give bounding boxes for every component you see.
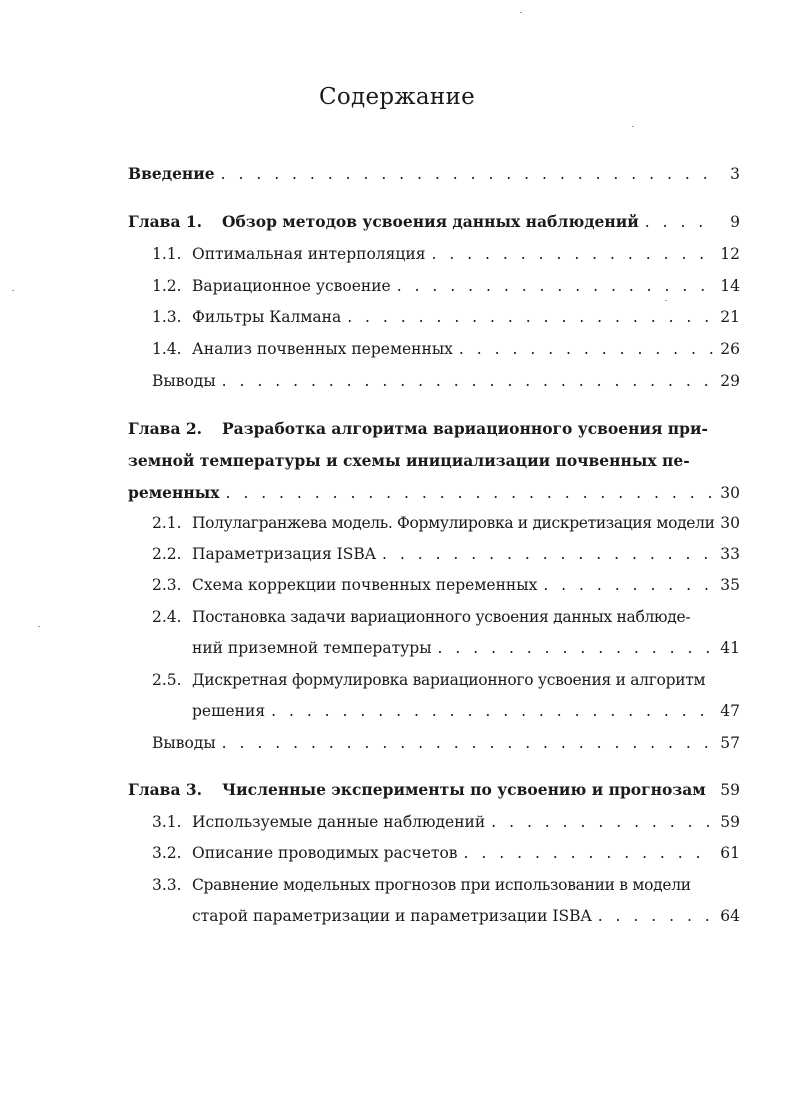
toc-entry-conclusion[interactable] bbox=[152, 731, 740, 755]
page-title: Содержание bbox=[318, 84, 476, 110]
dot-leader bbox=[432, 242, 715, 266]
toc-label: Схема коррекции почвенных переменных bbox=[192, 576, 538, 594]
dot-leader bbox=[221, 162, 714, 186]
toc-entry-section-end[interactable] bbox=[192, 699, 740, 723]
toc-label: Вариационное усвоение bbox=[192, 277, 391, 295]
scan-speck bbox=[38, 626, 40, 627]
toc-label: Выводы bbox=[152, 372, 216, 390]
toc-label: Введение bbox=[128, 164, 215, 183]
toc-label: старой параметризации и параметризации ISBA bbox=[192, 907, 592, 925]
toc-label: Постановка задачи вариационного усвоения данных наблюде- bbox=[192, 608, 691, 626]
scan-speck bbox=[665, 300, 667, 301]
scan-speck bbox=[632, 126, 634, 127]
toc-page-number: 9 bbox=[730, 213, 740, 231]
toc-label: Дискретная формулировка вариационного усвоения и алгоритм bbox=[192, 671, 706, 689]
section-number: 3.1. bbox=[152, 813, 182, 831]
dot-leader bbox=[438, 636, 714, 660]
toc-entry-section[interactable] bbox=[152, 873, 740, 897]
dot-leader bbox=[491, 810, 714, 834]
toc-page-number: 57 bbox=[720, 734, 740, 752]
dot-leader bbox=[543, 573, 714, 597]
toc-label: Численные эксперименты по усвоению и прогнозам bbox=[222, 780, 706, 799]
chapter-number: Глава 2. bbox=[128, 419, 203, 438]
toc-page-number: 21 bbox=[720, 308, 740, 326]
toc-page-number: 26 bbox=[720, 340, 740, 358]
toc-entry-section[interactable] bbox=[152, 810, 740, 834]
dot-leader bbox=[645, 210, 714, 234]
toc-entry-chapter-1[interactable] bbox=[128, 210, 740, 234]
toc-page-number: 35 bbox=[720, 576, 740, 594]
dot-leader bbox=[464, 841, 714, 865]
toc-page-number: 30 bbox=[720, 484, 740, 502]
dot-leader bbox=[382, 542, 714, 566]
section-number: 1.4. bbox=[152, 340, 182, 358]
toc-entry-chapter-2[interactable] bbox=[128, 417, 740, 441]
section-number: 2.2. bbox=[152, 545, 182, 563]
toc-entry-section[interactable] bbox=[152, 841, 740, 865]
toc-entry-introduction[interactable] bbox=[128, 162, 740, 186]
toc-label: Разработка алгоритма вариационного усвоения при- bbox=[222, 419, 708, 438]
toc-entry-section[interactable] bbox=[152, 337, 740, 361]
section-number: 2.4. bbox=[152, 608, 182, 626]
chapter-number: Глава 3. bbox=[128, 780, 203, 799]
toc-entry-section-end[interactable] bbox=[192, 636, 740, 660]
toc-page-number: 33 bbox=[720, 545, 740, 563]
toc-page-number: 41 bbox=[720, 639, 740, 657]
dot-leader bbox=[598, 904, 714, 928]
toc-entry-section[interactable] bbox=[152, 668, 740, 692]
toc-label: Фильтры Калмана bbox=[192, 308, 342, 326]
chapter-number: Глава 1. bbox=[128, 212, 203, 231]
toc-page-number: 64 bbox=[720, 907, 740, 925]
toc-entry-section[interactable] bbox=[152, 573, 740, 597]
toc-page-number: 29 bbox=[720, 372, 740, 390]
toc-entry-section[interactable] bbox=[152, 305, 740, 329]
toc-label: Анализ почвенных переменных bbox=[192, 340, 453, 358]
toc-entry-chapter-2-end[interactable] bbox=[128, 481, 740, 505]
dot-leader bbox=[222, 369, 714, 393]
section-number: 1.2. bbox=[152, 277, 182, 295]
toc-page-number: 3 bbox=[730, 165, 740, 183]
toc-label: Параметризация ISBA bbox=[192, 545, 377, 563]
toc-entry-conclusion[interactable] bbox=[152, 369, 740, 393]
dot-leader bbox=[347, 305, 714, 329]
section-number: 2.3. bbox=[152, 576, 182, 594]
dot-leader bbox=[459, 337, 714, 361]
toc-page-number: 61 bbox=[720, 844, 740, 862]
dot-leader bbox=[397, 274, 714, 298]
toc-page-number: 12 bbox=[720, 245, 740, 263]
toc-page-number: 59 bbox=[720, 781, 740, 799]
toc-label: ременных bbox=[128, 483, 220, 502]
toc-label: Сравнение модельных прогнозов при использовании в модели bbox=[192, 876, 691, 894]
toc-label: Используемые данные наблюдений bbox=[192, 813, 486, 831]
dot-leader bbox=[226, 481, 715, 505]
section-number: 2.1. bbox=[152, 514, 182, 532]
toc-entry-section[interactable] bbox=[152, 274, 740, 298]
toc-label-continuation: земной температуры и схемы инициализации почвенных пе- bbox=[128, 451, 690, 470]
toc-entry-section[interactable] bbox=[152, 242, 740, 266]
toc-label: Выводы bbox=[152, 734, 216, 752]
toc-entry-section-end[interactable] bbox=[192, 904, 740, 928]
toc-label: ний приземной температуры bbox=[192, 639, 432, 657]
toc-label: решения bbox=[192, 702, 266, 720]
toc-page-number: 14 bbox=[720, 277, 740, 295]
toc-entry-section[interactable] bbox=[152, 605, 740, 629]
toc-page-number: 47 bbox=[720, 702, 740, 720]
scan-speck bbox=[12, 290, 14, 291]
dot-leader bbox=[271, 699, 714, 723]
toc-entry-chapter-3[interactable] bbox=[128, 778, 740, 802]
section-number: 2.5. bbox=[152, 671, 182, 689]
section-number: 3.2. bbox=[152, 844, 182, 862]
toc-page-number: 59 bbox=[720, 813, 740, 831]
toc-page-number: 30 bbox=[720, 514, 740, 532]
toc-label: Описание проводимых расчетов bbox=[192, 844, 458, 862]
section-number: 1.1. bbox=[152, 245, 182, 263]
toc-label: Полулагранжева модель. Формулировка и дискретизация модели bbox=[192, 514, 715, 532]
toc-entry-section[interactable] bbox=[152, 542, 740, 566]
dot-leader bbox=[222, 731, 714, 755]
scan-speck bbox=[520, 12, 522, 13]
section-number: 3.3. bbox=[152, 876, 182, 894]
toc-label: Оптимальная интерполяция bbox=[192, 245, 426, 263]
toc-label: Обзор методов усвоения данных наблюдений bbox=[222, 212, 639, 231]
toc-entry-section[interactable] bbox=[152, 511, 740, 535]
section-number: 1.3. bbox=[152, 308, 182, 326]
